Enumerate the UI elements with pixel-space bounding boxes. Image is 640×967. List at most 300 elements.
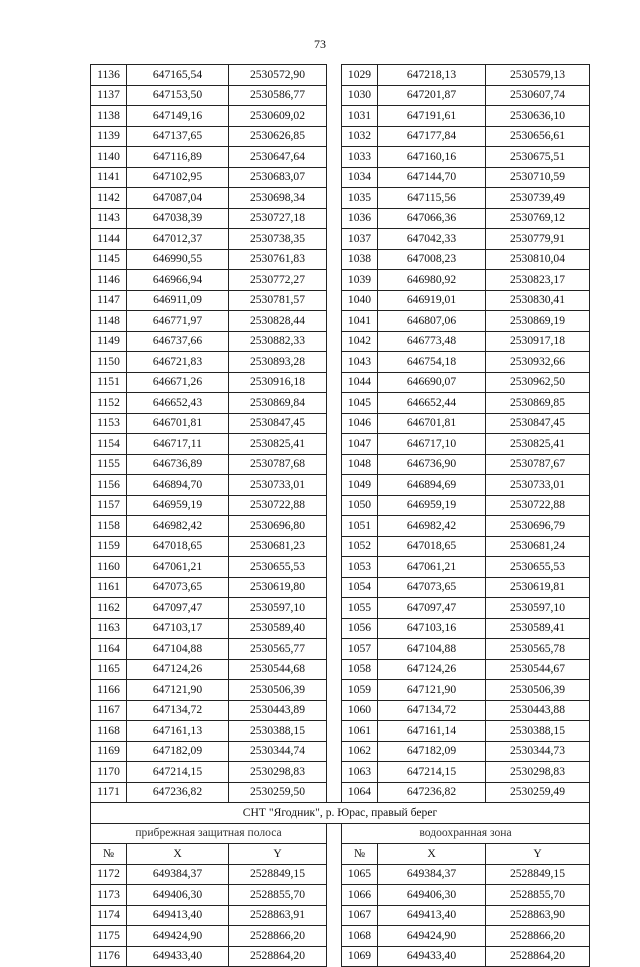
left-header-num: № [91,844,127,865]
right-y-coordinate: 2530830,41 [486,290,590,311]
left-x-coordinate: 647161,13 [127,721,229,742]
left-x-coordinate: 647134,72 [127,700,229,721]
left-point-number: 1142 [91,188,127,209]
right-y-coordinate: 2528849,15 [486,864,590,885]
table-row [91,946,590,967]
left-y-coordinate: 2530565,77 [229,639,327,660]
left-x-coordinate: 647121,90 [127,680,229,701]
right-y-coordinate: 2530298,83 [486,762,590,783]
right-header-y: Y [486,844,590,865]
right-x-coordinate: 649384,37 [378,864,486,885]
left-point-number: 1167 [91,700,127,721]
left-y-coordinate: 2530696,80 [229,516,327,537]
right-y-coordinate: 2528863,90 [486,905,590,926]
right-x-coordinate: 647182,09 [378,741,486,762]
column-gap [327,475,342,496]
right-x-coordinate: 646919,01 [378,290,486,311]
right-y-coordinate: 2530823,17 [486,270,590,291]
section-title: СНТ "Ягодник", р. Юрас, правый берег [91,803,590,824]
left-point-number: 1163 [91,618,127,639]
right-y-coordinate: 2530565,78 [486,639,590,660]
left-y-coordinate: 2528855,70 [229,885,327,906]
left-x-coordinate: 647236,82 [127,782,229,803]
left-x-coordinate: 649413,40 [127,905,229,926]
left-x-coordinate: 647073,65 [127,577,229,598]
right-x-coordinate: 647104,88 [378,639,486,660]
right-y-coordinate: 2530544,67 [486,659,590,680]
right-y-coordinate: 2530787,67 [486,454,590,475]
left-x-coordinate: 646721,83 [127,352,229,373]
table-row [91,352,590,373]
table-row [91,926,590,947]
left-y-coordinate: 2530825,41 [229,434,327,455]
left-point-number: 1139 [91,126,127,147]
right-x-coordinate: 647236,82 [378,782,486,803]
left-y-coordinate: 2528866,20 [229,926,327,947]
right-x-coordinate: 646773,48 [378,331,486,352]
left-x-coordinate: 647102,95 [127,167,229,188]
right-x-coordinate: 646717,10 [378,434,486,455]
left-x-coordinate: 647165,54 [127,65,229,86]
table-row [91,598,590,619]
right-point-number: 1060 [342,700,378,721]
right-x-coordinate: 646701,81 [378,413,486,434]
right-point-number: 1067 [342,905,378,926]
right-y-coordinate: 2530344,73 [486,741,590,762]
column-gap [327,721,342,742]
left-point-number: 1158 [91,516,127,537]
right-x-coordinate: 647191,61 [378,106,486,127]
column-gap [327,639,342,660]
left-x-coordinate: 646911,09 [127,290,229,311]
left-point-number: 1149 [91,331,127,352]
right-point-number: 1034 [342,167,378,188]
right-x-coordinate: 647177,84 [378,126,486,147]
right-x-coordinate: 649413,40 [378,905,486,926]
left-x-coordinate: 646717,11 [127,434,229,455]
top-rows [91,65,590,803]
left-y-coordinate: 2530828,44 [229,311,327,332]
right-y-coordinate: 2530779,91 [486,229,590,250]
column-gap [327,208,342,229]
right-y-coordinate: 2530869,85 [486,393,590,414]
right-x-coordinate: 646736,90 [378,454,486,475]
right-y-coordinate: 2530825,41 [486,434,590,455]
table-row [91,475,590,496]
column-gap [327,536,342,557]
right-x-coordinate: 646980,92 [378,270,486,291]
left-point-number: 1156 [91,475,127,496]
left-x-coordinate: 646701,81 [127,413,229,434]
column-gap [327,249,342,270]
table-row [91,372,590,393]
column-gap [327,311,342,332]
column-gap [327,946,342,967]
column-gap [327,577,342,598]
right-x-coordinate: 647144,70 [378,167,486,188]
left-point-number: 1172 [91,864,127,885]
column-gap [327,65,342,86]
left-point-number: 1173 [91,885,127,906]
left-point-number: 1152 [91,393,127,414]
right-y-coordinate: 2528855,70 [486,885,590,906]
right-point-number: 1056 [342,618,378,639]
right-point-number: 1055 [342,598,378,619]
left-point-number: 1150 [91,352,127,373]
column-gap [327,167,342,188]
left-x-coordinate: 647116,89 [127,147,229,168]
right-point-number: 1041 [342,311,378,332]
left-y-coordinate: 2530916,18 [229,372,327,393]
left-point-number: 1140 [91,147,127,168]
table-row [91,147,590,168]
column-gap [327,782,342,803]
left-y-coordinate: 2530572,90 [229,65,327,86]
right-x-coordinate: 646982,42 [378,516,486,537]
right-x-coordinate: 647008,23 [378,249,486,270]
left-point-number: 1164 [91,639,127,660]
right-x-coordinate: 646894,69 [378,475,486,496]
left-point-number: 1143 [91,208,127,229]
left-point-number: 1159 [91,536,127,557]
column-gap [327,229,342,250]
table-row [91,126,590,147]
column-gap [327,188,342,209]
left-y-coordinate: 2530619,80 [229,577,327,598]
table-row [91,495,590,516]
right-point-number: 1044 [342,372,378,393]
right-y-coordinate: 2530597,10 [486,598,590,619]
page-number: 73 [314,37,326,51]
right-point-number: 1046 [342,413,378,434]
left-y-coordinate: 2530626,85 [229,126,327,147]
left-x-coordinate: 649424,90 [127,926,229,947]
right-x-coordinate: 647121,90 [378,680,486,701]
table-row [91,885,590,906]
left-point-number: 1171 [91,782,127,803]
table-row [91,639,590,660]
right-x-coordinate: 646754,18 [378,352,486,373]
column-gap [327,352,342,373]
left-x-coordinate: 646894,70 [127,475,229,496]
column-gap [327,495,342,516]
left-x-coordinate: 647087,04 [127,188,229,209]
right-y-coordinate: 2530506,39 [486,680,590,701]
right-y-coordinate: 2530655,53 [486,557,590,578]
left-point-number: 1157 [91,495,127,516]
right-point-number: 1049 [342,475,378,496]
right-point-number: 1054 [342,577,378,598]
left-x-coordinate: 646966,94 [127,270,229,291]
right-point-number: 1051 [342,516,378,537]
column-gap [327,106,342,127]
left-y-coordinate: 2530698,34 [229,188,327,209]
right-x-coordinate: 647201,87 [378,85,486,106]
table-row [91,311,590,332]
column-gap [327,331,342,352]
left-point-number: 1144 [91,229,127,250]
column-gap [327,926,342,947]
table-row [91,106,590,127]
table-row [91,680,590,701]
column-gap [327,393,342,414]
right-x-coordinate: 647018,65 [378,536,486,557]
left-x-coordinate: 647061,21 [127,557,229,578]
left-point-number: 1138 [91,106,127,127]
left-y-coordinate: 2530738,35 [229,229,327,250]
right-point-number: 1062 [342,741,378,762]
left-header-x: X [127,844,229,865]
right-x-coordinate: 647073,65 [378,577,486,598]
left-x-coordinate: 646736,89 [127,454,229,475]
column-gap [327,700,342,721]
right-point-number: 1058 [342,659,378,680]
left-point-number: 1168 [91,721,127,742]
left-y-coordinate: 2530597,10 [229,598,327,619]
left-y-coordinate: 2530772,27 [229,270,327,291]
right-y-coordinate: 2530847,45 [486,413,590,434]
column-gap [327,290,342,311]
table-row [91,290,590,311]
right-header-num: № [342,844,378,865]
right-point-number: 1045 [342,393,378,414]
right-point-number: 1037 [342,229,378,250]
left-x-coordinate: 646982,42 [127,516,229,537]
right-y-coordinate: 2530739,49 [486,188,590,209]
right-y-coordinate: 2530675,51 [486,147,590,168]
right-y-coordinate: 2530932,66 [486,352,590,373]
left-x-coordinate: 646959,19 [127,495,229,516]
left-y-coordinate: 2530681,23 [229,536,327,557]
right-y-coordinate: 2530656,61 [486,126,590,147]
table-row [91,331,590,352]
left-y-coordinate: 2530544,68 [229,659,327,680]
left-point-number: 1145 [91,249,127,270]
column-gap [327,434,342,455]
right-point-number: 1043 [342,352,378,373]
right-point-number: 1035 [342,188,378,209]
right-y-coordinate: 2530733,01 [486,475,590,496]
table-row [91,700,590,721]
left-x-coordinate: 649433,40 [127,946,229,967]
left-point-number: 1169 [91,741,127,762]
right-y-coordinate: 2530869,19 [486,311,590,332]
right-y-coordinate: 2530917,18 [486,331,590,352]
right-x-coordinate: 647066,36 [378,208,486,229]
right-y-coordinate: 2530589,41 [486,618,590,639]
table-row [91,208,590,229]
right-x-coordinate: 649424,90 [378,926,486,947]
left-point-number: 1162 [91,598,127,619]
left-x-coordinate: 647124,26 [127,659,229,680]
left-point-number: 1166 [91,680,127,701]
right-point-number: 1068 [342,926,378,947]
right-point-number: 1065 [342,864,378,885]
right-point-number: 1059 [342,680,378,701]
left-x-coordinate: 647018,65 [127,536,229,557]
table-row [91,454,590,475]
left-y-coordinate: 2530586,77 [229,85,327,106]
left-y-coordinate: 2528849,15 [229,864,327,885]
right-point-number: 1042 [342,331,378,352]
left-y-coordinate: 2530727,18 [229,208,327,229]
left-x-coordinate: 649406,30 [127,885,229,906]
table-row [91,393,590,414]
table-row [91,782,590,803]
left-point-number: 1151 [91,372,127,393]
table-row [91,721,590,742]
left-point-number: 1160 [91,557,127,578]
left-point-number: 1136 [91,65,127,86]
right-x-coordinate: 647218,13 [378,65,486,86]
right-y-coordinate: 2528864,20 [486,946,590,967]
table-row [91,516,590,537]
right-point-number: 1040 [342,290,378,311]
right-y-coordinate: 2530636,10 [486,106,590,127]
column-gap [327,413,342,434]
right-y-coordinate: 2530607,74 [486,85,590,106]
table-row [91,85,590,106]
left-y-coordinate: 2530683,07 [229,167,327,188]
right-point-number: 1033 [342,147,378,168]
right-point-number: 1050 [342,495,378,516]
column-gap [327,454,342,475]
right-x-coordinate: 646690,07 [378,372,486,393]
left-x-coordinate: 646652,43 [127,393,229,414]
column-gap [327,659,342,680]
right-y-coordinate: 2530443,88 [486,700,590,721]
right-point-number: 1029 [342,65,378,86]
left-x-coordinate: 647214,15 [127,762,229,783]
table-row [91,905,590,926]
right-y-coordinate: 2530710,59 [486,167,590,188]
column-gap [327,864,342,885]
bottom-rows [91,864,590,967]
left-y-coordinate: 2530388,15 [229,721,327,742]
right-point-number: 1069 [342,946,378,967]
right-x-coordinate: 647161,14 [378,721,486,742]
left-y-coordinate: 2530733,01 [229,475,327,496]
left-y-coordinate: 2530847,45 [229,413,327,434]
left-x-coordinate: 647104,88 [127,639,229,660]
left-point-number: 1153 [91,413,127,434]
right-point-number: 1030 [342,85,378,106]
left-y-coordinate: 2530298,83 [229,762,327,783]
right-x-coordinate: 647134,72 [378,700,486,721]
left-point-number: 1176 [91,946,127,967]
table-row [91,618,590,639]
left-y-coordinate: 2530259,50 [229,782,327,803]
right-y-coordinate: 2530681,24 [486,536,590,557]
left-header-y: Y [229,844,327,865]
column-gap [327,762,342,783]
column-gap [327,126,342,147]
column-gap [327,680,342,701]
right-y-coordinate: 2530962,50 [486,372,590,393]
right-x-coordinate: 647160,16 [378,147,486,168]
left-x-coordinate: 647153,50 [127,85,229,106]
left-x-coordinate: 646737,66 [127,331,229,352]
right-y-coordinate: 2530388,15 [486,721,590,742]
right-point-number: 1053 [342,557,378,578]
right-point-number: 1061 [342,721,378,742]
left-x-coordinate: 647038,39 [127,208,229,229]
table-row [91,536,590,557]
table-row [91,557,590,578]
right-x-coordinate: 646652,44 [378,393,486,414]
right-y-coordinate: 2530722,88 [486,495,590,516]
column-gap [327,823,342,844]
right-x-coordinate: 646959,19 [378,495,486,516]
right-x-coordinate: 647124,26 [378,659,486,680]
right-y-coordinate: 2530259,49 [486,782,590,803]
column-gap [327,885,342,906]
table-row [91,249,590,270]
left-x-coordinate: 647097,47 [127,598,229,619]
left-x-coordinate: 646771,97 [127,311,229,332]
right-y-coordinate: 2530769,12 [486,208,590,229]
column-gap [327,372,342,393]
left-x-coordinate: 649384,37 [127,864,229,885]
right-y-coordinate: 2530696,79 [486,516,590,537]
left-y-coordinate: 2530506,39 [229,680,327,701]
left-x-coordinate: 647103,17 [127,618,229,639]
left-point-number: 1170 [91,762,127,783]
left-point-number: 1154 [91,434,127,455]
right-x-coordinate: 647214,15 [378,762,486,783]
right-x-coordinate: 647103,16 [378,618,486,639]
left-y-coordinate: 2530589,40 [229,618,327,639]
left-y-coordinate: 2530869,84 [229,393,327,414]
left-y-coordinate: 2530655,53 [229,557,327,578]
left-point-number: 1137 [91,85,127,106]
left-point-number: 1147 [91,290,127,311]
right-point-number: 1048 [342,454,378,475]
column-gap [327,905,342,926]
table-row [91,659,590,680]
left-y-coordinate: 2530893,28 [229,352,327,373]
left-y-coordinate: 2530882,33 [229,331,327,352]
left-point-number: 1141 [91,167,127,188]
left-x-coordinate: 646671,26 [127,372,229,393]
right-point-number: 1039 [342,270,378,291]
coordinates-table [90,64,590,967]
table-row [91,741,590,762]
section-header [91,803,590,865]
right-point-number: 1066 [342,885,378,906]
left-y-coordinate: 2530722,88 [229,495,327,516]
column-gap [327,557,342,578]
right-x-coordinate: 649406,30 [378,885,486,906]
right-point-number: 1063 [342,762,378,783]
table-row [91,167,590,188]
left-y-coordinate: 2530344,74 [229,741,327,762]
left-point-number: 1155 [91,454,127,475]
right-x-coordinate: 647097,47 [378,598,486,619]
table-row [91,413,590,434]
table-row [91,270,590,291]
right-x-coordinate: 647042,33 [378,229,486,250]
table-row [91,434,590,455]
column-gap [327,270,342,291]
left-y-coordinate: 2530647,64 [229,147,327,168]
left-point-number: 1175 [91,926,127,947]
left-point-number: 1161 [91,577,127,598]
table-row [91,188,590,209]
left-zone-title: прибрежная защитная полоса [91,823,327,844]
column-gap [327,741,342,762]
left-point-number: 1148 [91,311,127,332]
